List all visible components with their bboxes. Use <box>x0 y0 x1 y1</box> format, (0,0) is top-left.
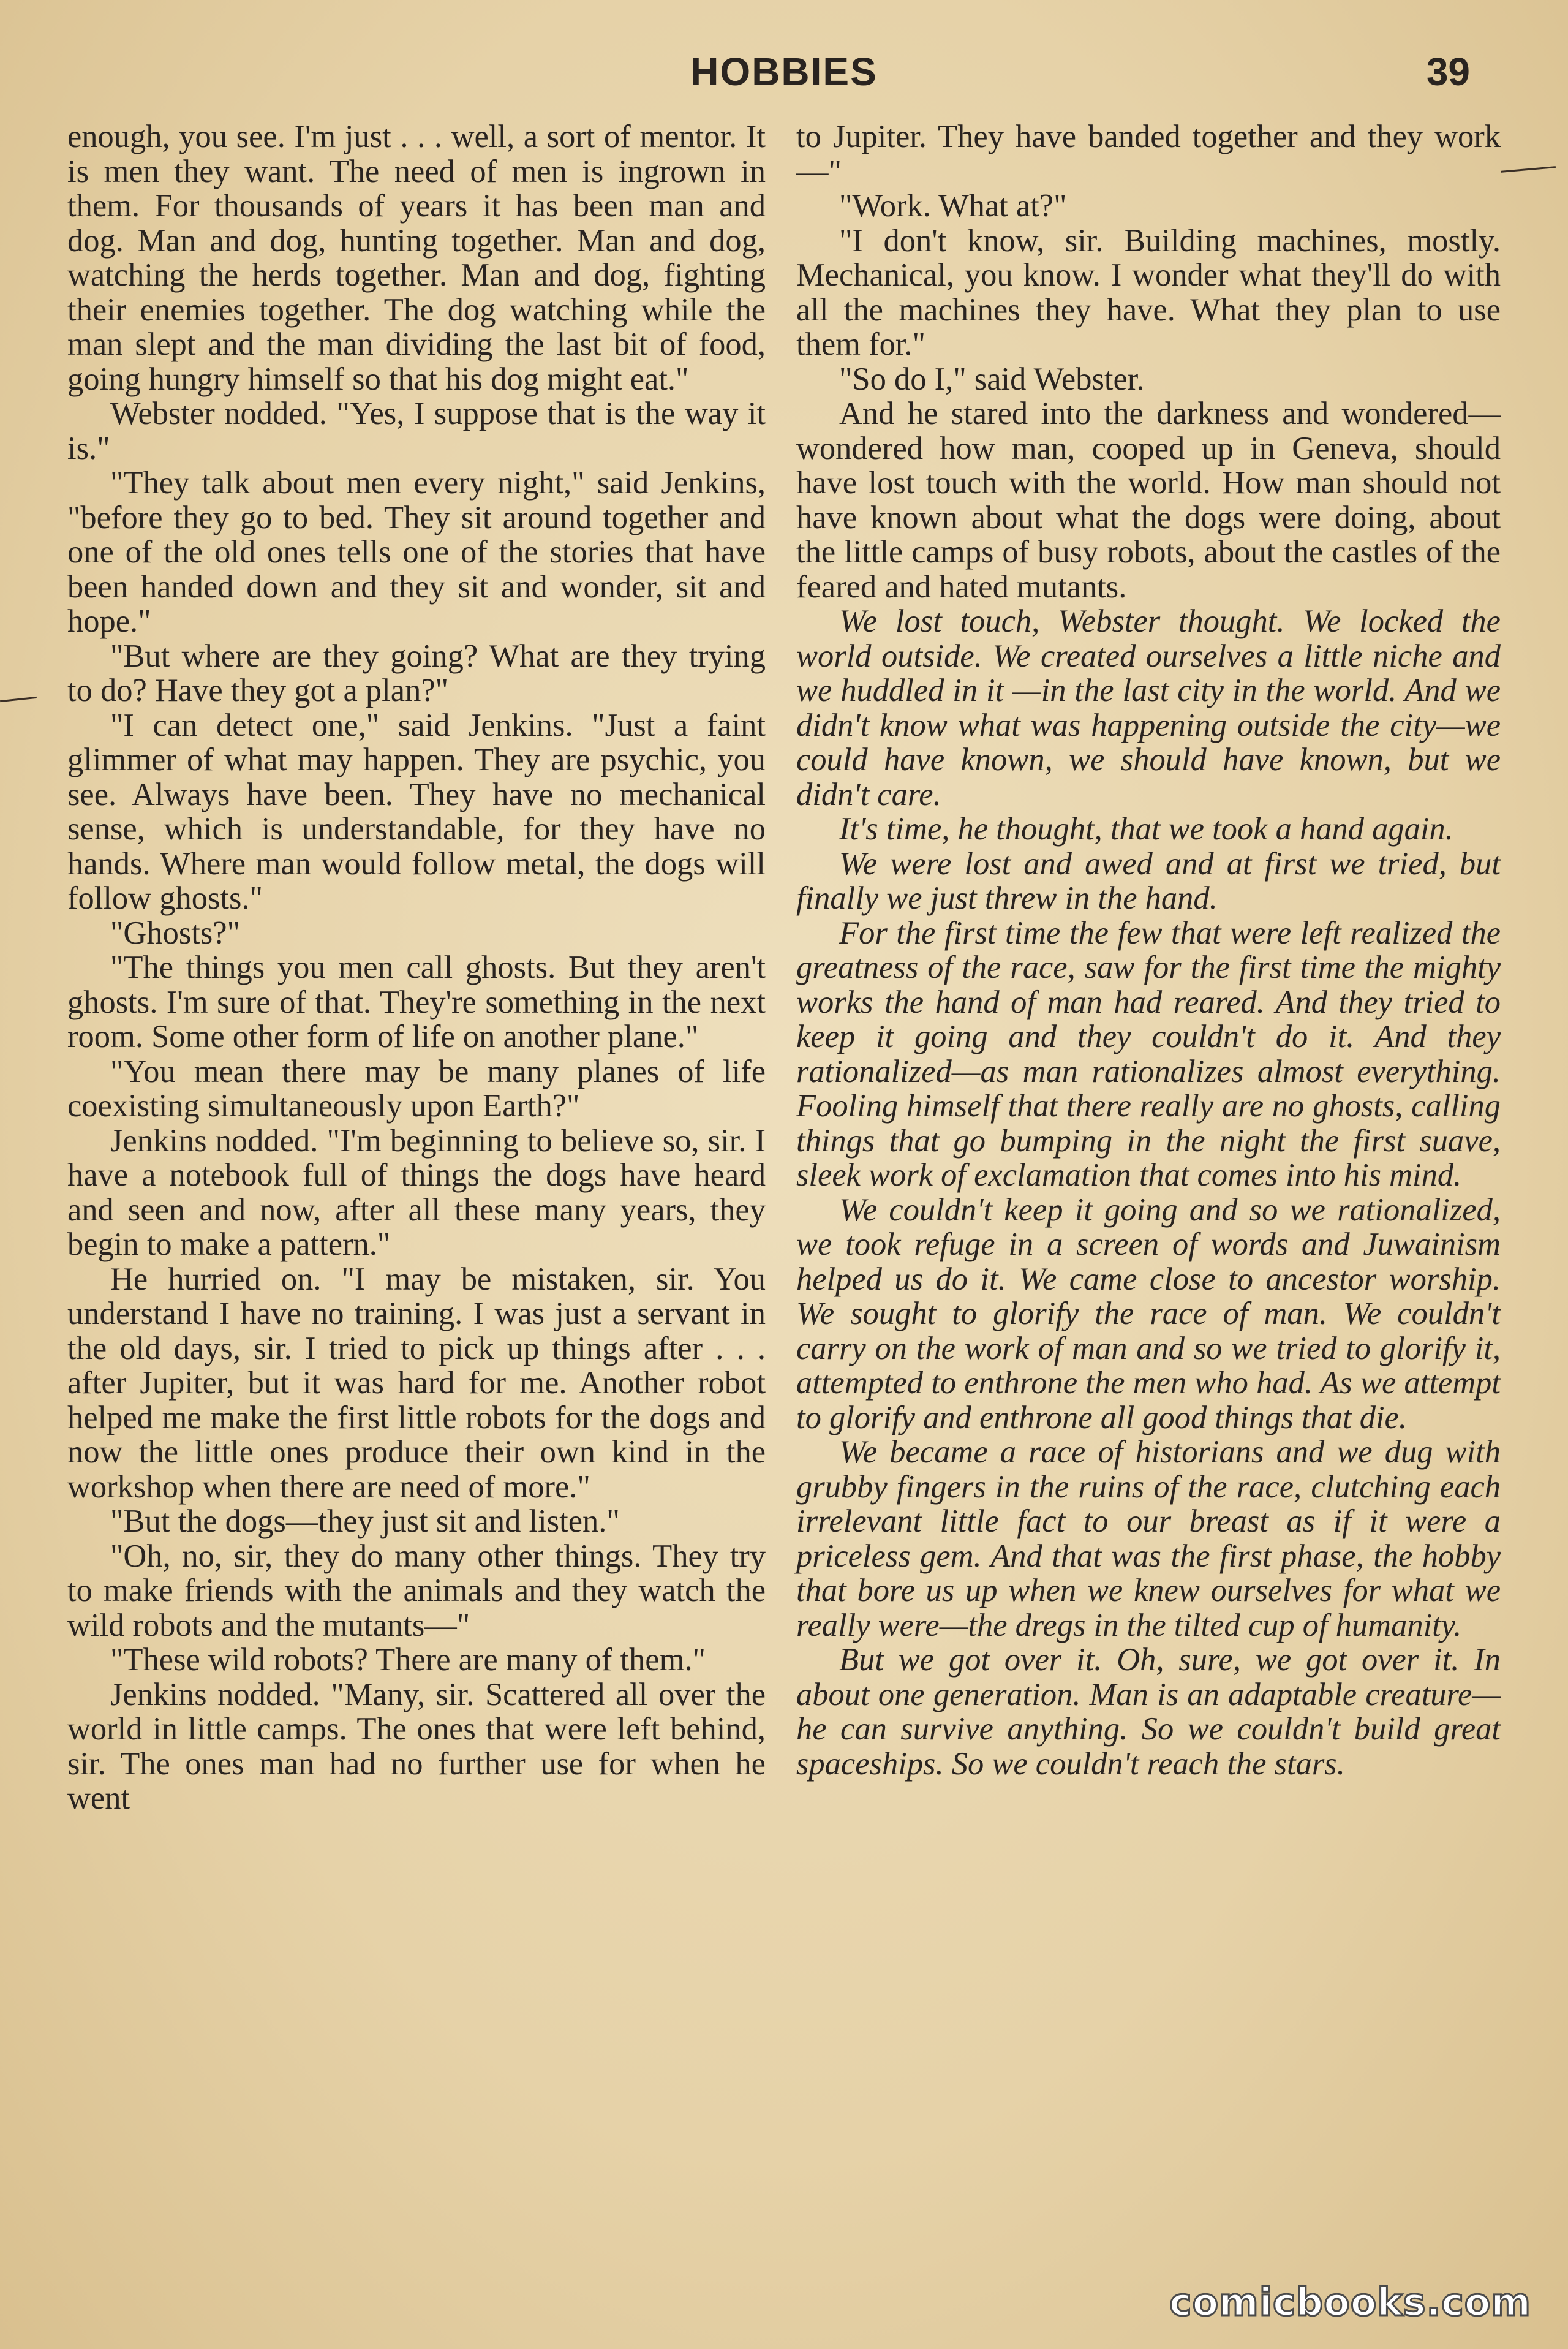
paragraph: Jenkins nodded. "I'm beginning to believe so, sir. I have a notebook full of things the dogs have heard and seen and now, after all these many years, they begin to make a pattern." <box>67 1122 766 1262</box>
paragraph: "But the dogs—they just sit and listen." <box>110 1504 620 1539</box>
paragraph: "I don't know, sir. Building machines, mostly. Mechanical, you know. I wonder what they'll do with all the machines they have. What they plan to use them for." <box>796 222 1501 362</box>
page-number: 39 <box>1426 50 1470 94</box>
left-column <box>67 119 766 1816</box>
paragraph: "You mean there may be many planes of life coexisting simultaneously upon Earth?" <box>67 1053 766 1124</box>
paragraph: "I can detect one," said Jenkins. "Just a faint glimmer of what may happen. They are psychic, you see. Always have been. They have no mechanical sense, which is understandable, for they have no hands. Where man would follow metal, the dogs will follow ghosts." <box>67 707 766 916</box>
running-head <box>0 43 1568 110</box>
right-column <box>796 119 1501 1781</box>
running-title: HOBBIES <box>690 50 878 94</box>
paragraph: enough, you see. I'm just . . . well, a sort of mentor. It is men they want. The need of men is ingrown in them. For thousands of years it has been man and dog. Man and dog, hunting together. Man and dog, watching the herds together. Man and dog, fighting their enemies together. The dog watching while the man slept and the man dividing the last bit of food, going hungry himself so that his dog might eat." <box>67 119 766 397</box>
paragraph: "But where are they going? What are they trying to do? Have they got a plan?" <box>67 638 766 708</box>
paragraph: Jenkins nodded. "Many, sir. Scattered all over the world in little camps. The ones that were left behind, sir. The ones man had no further use for when he went <box>67 1676 766 1816</box>
paragraph: We became a race of historians and we dug with grubby fingers in the ruins of the race, clutching each irrelevant little fact to our breast as if it were a priceless gem. And that was the first phase, the hobby that bore us up when we knew ourselves for what we really were—the dregs in the tilted cup of humanity. <box>796 1434 1501 1643</box>
paragraph: For the first time the few that were left realized the greatness of the race, saw for the first time the mighty works the hand of man had reared. And they tried to keep it going and they couldn't do it. And they rationalized—as man rationalizes almost everything. Fooling himself that there really are no ghosts, calling things that go bumping in the night the first suave, sleek work of exclamation that comes into his mind. <box>796 915 1501 1193</box>
paragraph: "So do I," said Webster. <box>839 361 1145 397</box>
paragraph: "Oh, no, sir, they do many other things. They try to make friends with the animals and they watch the wild robots and the mutants—" <box>67 1538 766 1643</box>
watermark: comicbooks.com <box>1169 2280 1531 2324</box>
paragraph: "Work. What at?" <box>839 188 1067 224</box>
paragraph: We couldn't keep it going and so we rationalized, we took refuge in a screen of words and Juwainism helped us do it. We came close to ancestor worship. We sought to glorify the race of man. We couldn't carry on the work of man and so we tried to glorify it, attempted to enthrone the men who had. As we attempt to glorify and enthrone all good things that die. <box>796 1192 1501 1436</box>
paragraph: "These wild robots? There are many of them." <box>110 1642 706 1678</box>
paragraph: "They talk about men every night," said Jenkins, "before they go to bed. They sit around together and one of the old ones tells one of the stories that have been handed down and they sit and wonder, sit and hope." <box>67 465 766 639</box>
paragraph: to Jupiter. They have banded together and they work—" <box>796 119 1501 189</box>
page-tear-mark <box>1501 166 1556 173</box>
paragraph: He hurried on. "I may be mistaken, sir. You understand I have no training. I was just a servant in the old days, sir. I tried to pick up things after . . . after Jupiter, but it was hard for me. Another robot helped me make the first little robots for the dogs and now the little ones produce their own kind in the workshop when there are need of more." <box>67 1261 766 1505</box>
paragraph: Webster nodded. "Yes, I suppose that is the way it is." <box>67 396 766 466</box>
paragraph: We lost touch, Webster thought. We locked the world outside. We created ourselves a little niche and we huddled in it —in the last city in the world. And we didn't know what was happening outside the city—we could have known, we should have known, but we didn't care. <box>796 603 1501 812</box>
paragraph: But we got over it. Oh, sure, we got over it. In about one generation. Man is an adaptable creature—he can survive anything. So we couldn't build great spaceships. So we couldn't reach the stars. <box>796 1642 1501 1782</box>
paragraph: We were lost and awed and at first we tried, but finally we just threw in the hand. <box>796 845 1501 916</box>
paragraph: "The things you men call ghosts. But they aren't ghosts. I'm sure of that. They're something in the next room. Some other form of life on another plane." <box>67 950 766 1054</box>
paragraph: "Ghosts?" <box>110 915 241 951</box>
page-tear-mark <box>0 697 37 702</box>
paragraph: It's time, he thought, that we took a hand again. <box>839 811 1453 847</box>
paragraph: And he stared into the darkness and wondered—wondered how man, cooped up in Geneva, should have lost touch with the world. How man should not have known about what the dogs were doing, about the little camps of busy robots, about the castles of the feared and hated mutants. <box>796 396 1501 605</box>
